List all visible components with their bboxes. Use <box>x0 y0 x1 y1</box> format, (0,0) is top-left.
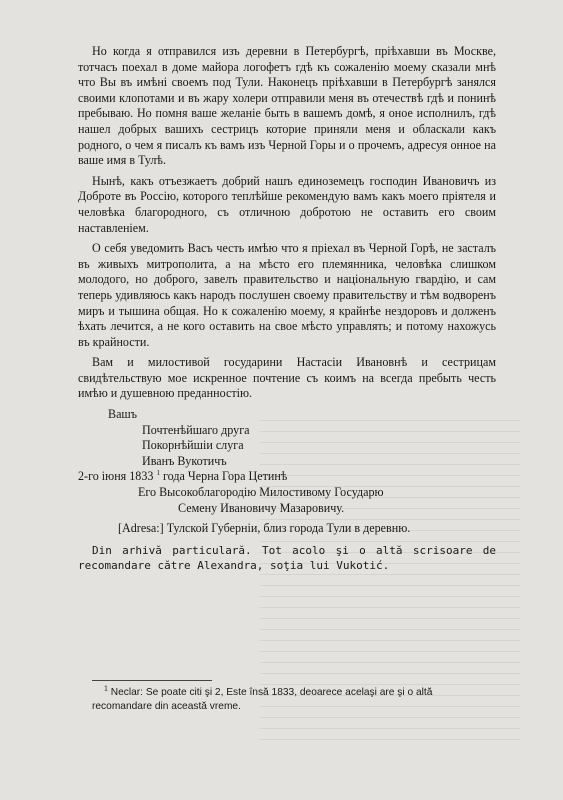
letter-body <box>78 44 496 584</box>
signature-line: Иванъ Вукотичъ <box>142 453 227 468</box>
address-line <box>78 521 496 537</box>
footnote-marker: 1 <box>104 685 108 693</box>
date-suffix: года Черна Гора Цетинѣ <box>163 469 288 484</box>
addressee-line-2: Семену Ивановичу Мазаровичу. <box>178 500 345 515</box>
closing-line-3: Покорнѣйшіи слуга <box>142 438 244 453</box>
addressee-line-1: Его Высокоблагородію Милостивому Государю <box>138 485 384 500</box>
letter-paragraph-3: О себя уведомить Васъ честь имѣю что я пріехал въ Черной Горѣ, не засталъ въ живыхъ митрополита, а на мѣсто его племянника, человѣка слишком молодого, но доброго, завелъ правительство и національную гвардію, и сам теперь удивляюсь какъ народъ послушен своему правительству и тѣм водворенъ миръ и тышина общая. Но к сожаленію моему, я крайнѣе нездоровъ и долженъ ѣхать лечится, а не кого оставить на свое мѣсто управлять; и потому нахожусь въ крайности. <box>78 241 496 349</box>
archive-note: Din arhivă particulară. Tot acolo şi o altă scrisoare de recomandare către Alexandra, soţia lui Vukotić. <box>78 543 496 572</box>
date-prefix: 2-го іюня 1833 <box>78 469 154 484</box>
letter-paragraph-1: Но когда я отправился изъ деревни в Петербургѣ, пріѣхавши въ Москве, тотчасъ поехал в доме майора логофетъ гдѣ къ сожаленію моему сказали мнѣ что Вы въ имѣні своемъ под Тули. Наконецъ пріѣхавши в Петербургѣ занялся своими клопотами и въ жару холери отправили меня въ отечествѣ гдѣ и понинѣ пребываю. Но помня ваше желаніе быть в вашемъ домѣ, я оное исполнилъ, гдѣ нашел добрых вашихъ сестрицъ которие приняли меня и обласкали какъ родного, о чем я писалъ къ вамъ изъ Черной Горы и о прочемъ, адресуя онное на ваше имя в Тулѣ. <box>78 44 496 168</box>
letter-paragraph-2: Нынѣ, какъ отъезжаетъ добрий нашъ единоземецъ господин Ивановичъ из Доброте въ Россію, которого теплѣйше рекомендую вамъ какъ моего пріятеля и человѣка благородного, съ отличною добротою не оставить его своим наставленіем. <box>78 173 496 235</box>
footnote <box>92 686 492 713</box>
closing-line-2: Почтенѣйшаго друга <box>142 422 250 437</box>
letter-closing <box>78 407 496 516</box>
footnote-ref: 1 <box>156 469 160 478</box>
footnote-rule <box>92 680 212 681</box>
footnote-text: Neclar: Se poate citi şi 2, Este însă 1833, deoarece acelaşi are şi o altă recomandare din această vreme. <box>92 687 433 712</box>
date-line <box>78 469 496 485</box>
letter-paragraph-4: Вам и милостивой государини Настасіи Ивановнѣ и сестрицам свидѣтельствую мое искренное почтение съ коимъ на всегда пребыть честь имѣю и душевною преданностію. <box>78 355 496 401</box>
closing-line-1: Вашъ <box>108 407 138 422</box>
adresa-text: Тулской Губерніи, близ города Тули в деревню. <box>163 521 411 536</box>
adresa-label: [Adresa:] <box>118 521 164 536</box>
